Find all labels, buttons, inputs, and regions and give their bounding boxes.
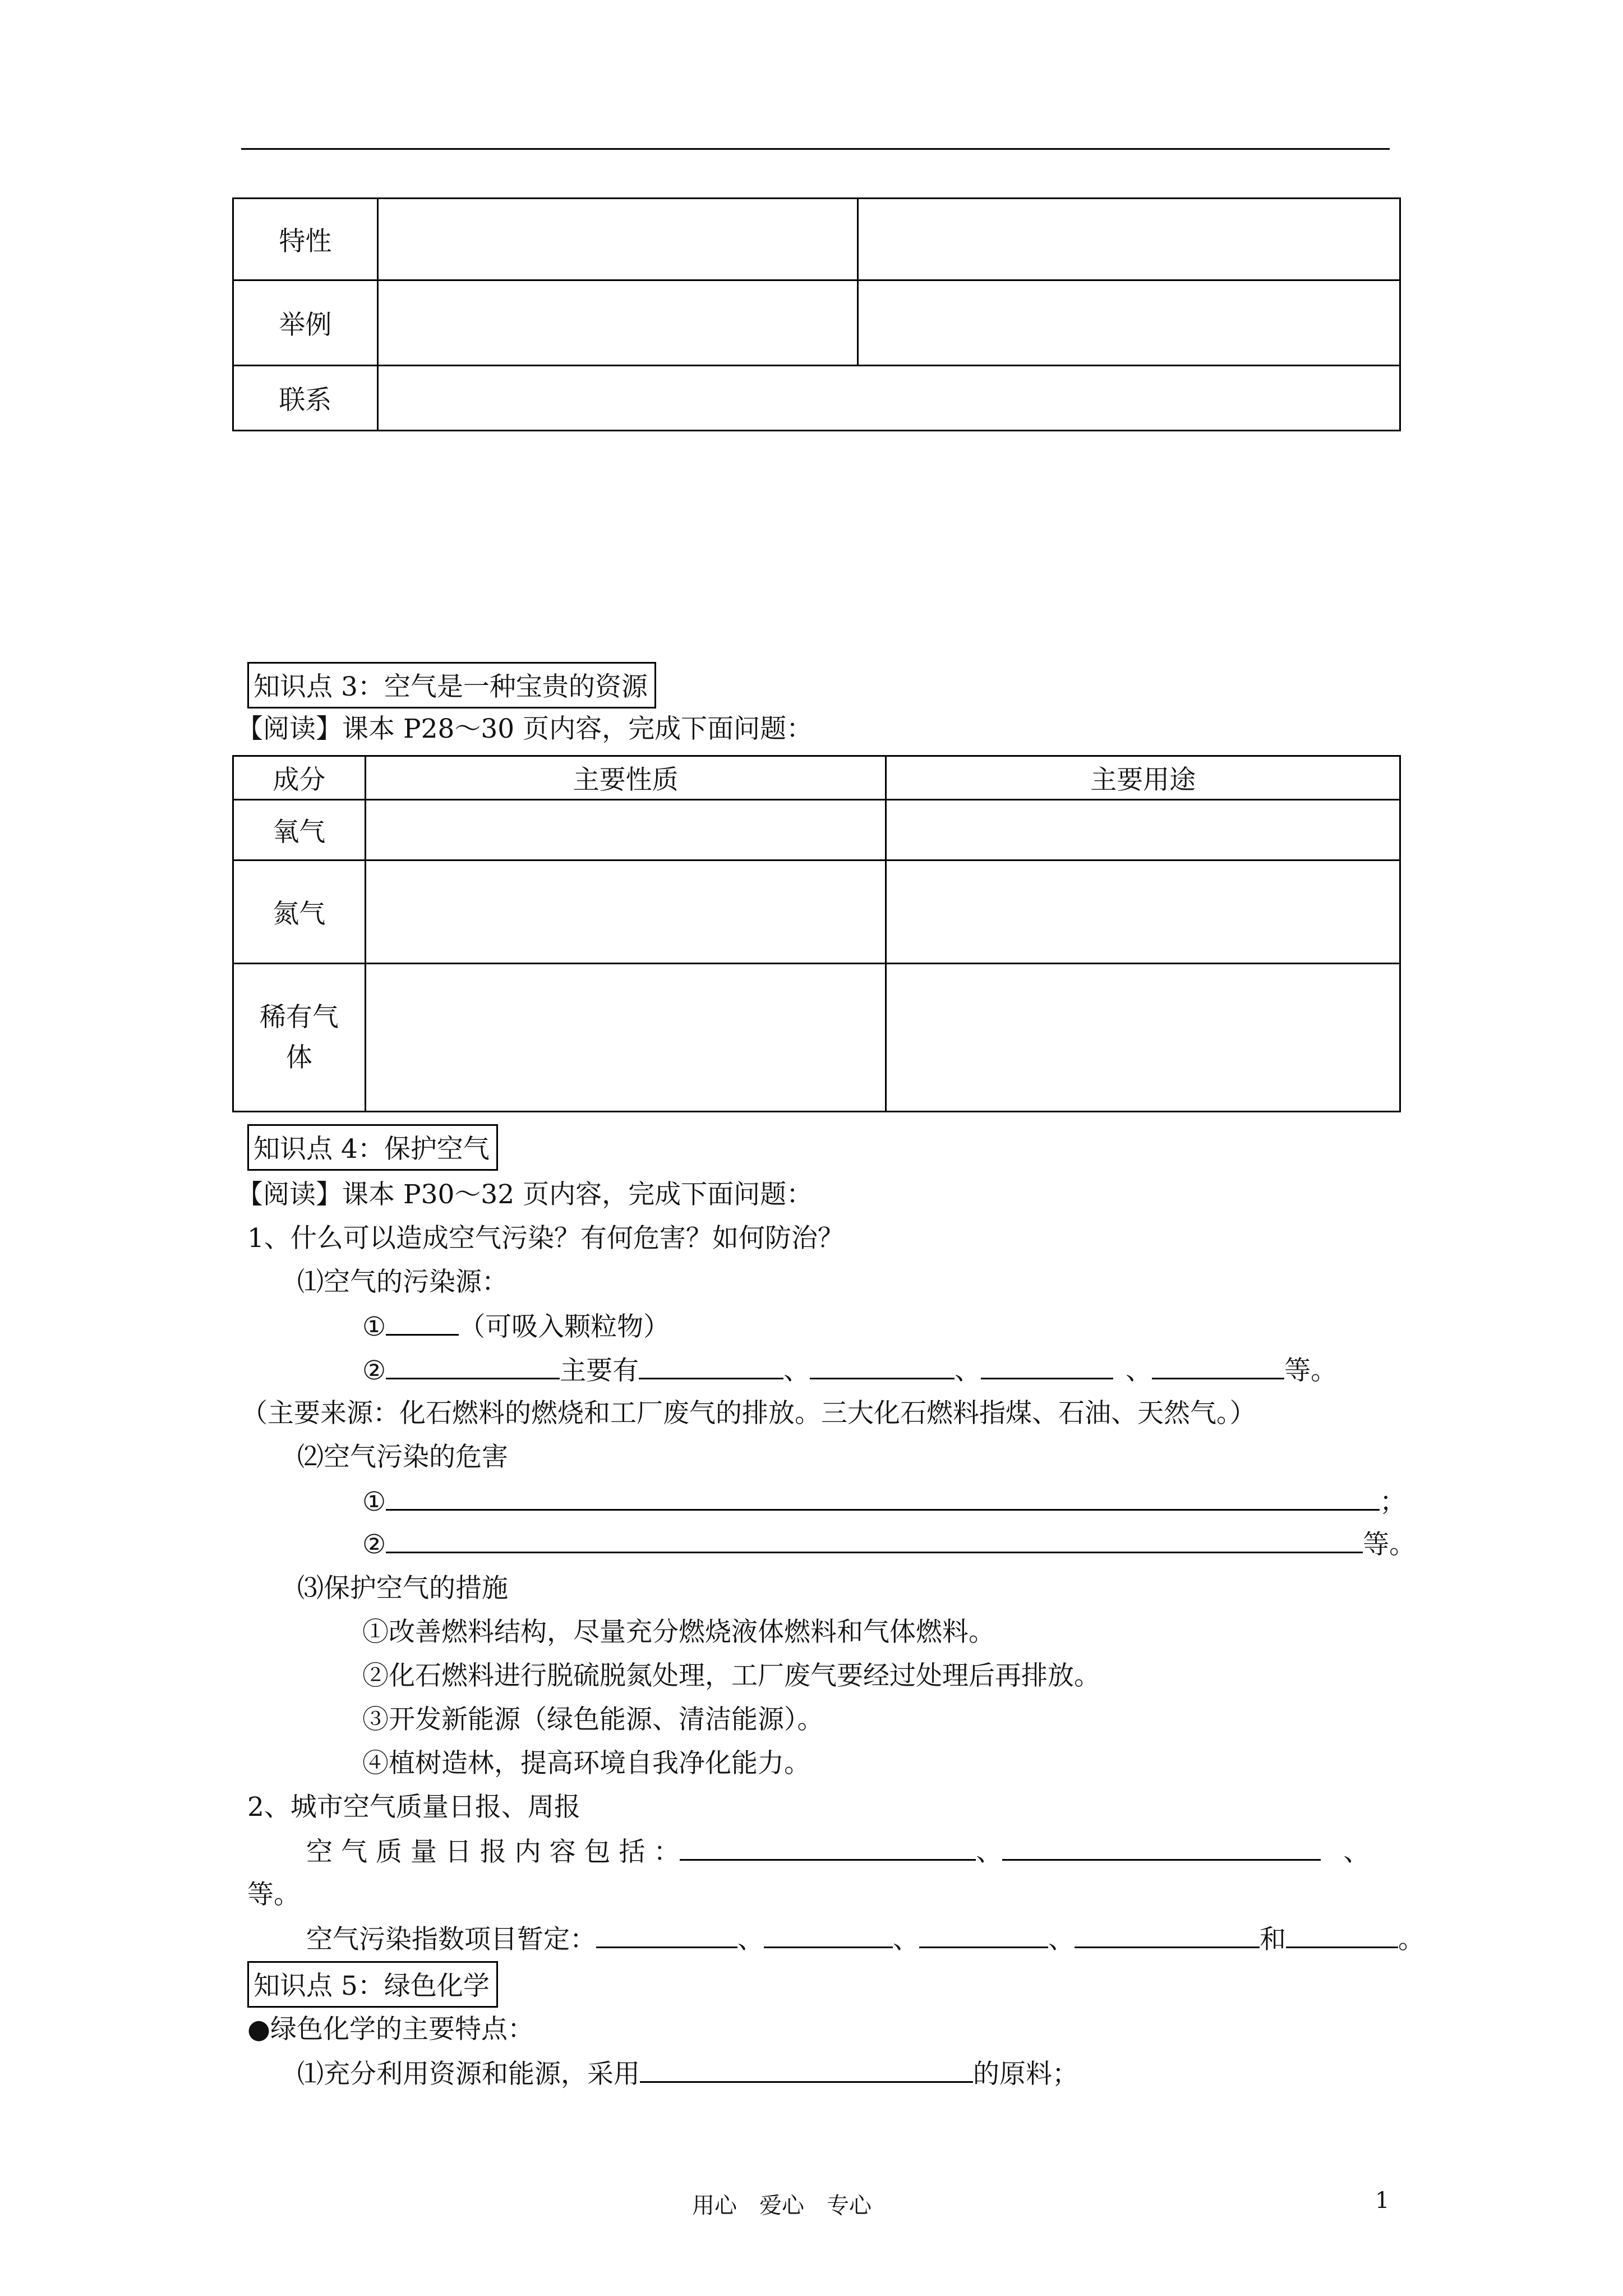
table-header-row	[233, 756, 1400, 800]
column-header: 主要用途	[886, 756, 1400, 800]
blank-field[interactable]	[386, 1483, 1380, 1511]
table-cell[interactable]	[365, 861, 886, 964]
air-components-table	[232, 755, 1401, 1112]
blank-field[interactable]	[1002, 1833, 1321, 1861]
pollution-sources-heading: ⑴空气的污染源：	[297, 1267, 508, 1297]
row-label: 特性	[233, 199, 378, 280]
source-2-line	[362, 1352, 1337, 1389]
table-cell[interactable]	[858, 199, 1400, 280]
table-cell[interactable]	[377, 199, 858, 280]
table-row	[233, 861, 1400, 964]
semicolon: ；	[1380, 1487, 1407, 1517]
table-row	[233, 199, 1400, 280]
source-1-text: （可吸入颗粒物）	[459, 1312, 670, 1342]
blank-field[interactable]	[596, 1921, 737, 1948]
harm-1-line	[362, 1483, 1406, 1520]
blank-field[interactable]	[810, 1352, 955, 1379]
list-marker: ①	[362, 1487, 386, 1517]
table-cell[interactable]	[886, 800, 1400, 861]
separator: 、	[1343, 1837, 1370, 1867]
table-row	[233, 800, 1400, 861]
separator: 、	[1048, 1924, 1075, 1955]
blank-field[interactable]	[1075, 1921, 1260, 1948]
table-cell[interactable]	[858, 280, 1400, 366]
list-marker: ①	[362, 1312, 386, 1342]
table-row	[233, 366, 1400, 431]
table-cell[interactable]	[365, 800, 886, 861]
table-cell[interactable]	[377, 280, 858, 366]
period: 。	[1398, 1924, 1424, 1955]
pollution-index-label: 空气污染指数项目暂定：	[306, 1924, 596, 1955]
blank-field[interactable]	[1152, 1352, 1284, 1379]
protection-heading: ⑶保护空气的措施	[297, 1573, 508, 1604]
row-label: 举例	[233, 280, 378, 366]
column-header: 成分	[233, 756, 366, 800]
blank-field[interactable]	[386, 1308, 459, 1336]
separator: 、	[783, 1355, 810, 1386]
harm-2-line	[362, 1526, 1415, 1563]
blank-field[interactable]	[764, 1921, 893, 1948]
pollution-harm-heading: ⑵空气污染的危害	[297, 1442, 508, 1473]
separator: 、	[976, 1837, 1003, 1867]
point-1-suffix: 的原料；	[973, 2059, 1078, 2090]
blank-field[interactable]	[639, 1352, 783, 1379]
blank-field[interactable]	[640, 2055, 973, 2083]
table-cell[interactable]	[886, 964, 1400, 1112]
list-marker: ②	[362, 1355, 386, 1386]
section3-read: 【阅读】课本 P28～30 页内容，完成下面问题：	[237, 714, 813, 744]
measure-2: ②化石燃料进行脱硫脱氮处理，工厂废气要经过处理后再排放。	[362, 1660, 1100, 1691]
section3-title: 知识点 3：空气是一种宝贵的资源	[247, 662, 656, 708]
row-label: 联系	[233, 366, 378, 431]
green-chem-point-1	[297, 2055, 1078, 2092]
separator: 、	[955, 1355, 981, 1386]
separator: 、	[893, 1924, 919, 1955]
table-cell[interactable]	[365, 964, 886, 1112]
row-label: 稀有气体	[233, 964, 366, 1112]
daily-report-end: 等。	[247, 1879, 300, 1910]
deng-text: 等。	[1284, 1355, 1338, 1386]
table-row	[233, 280, 1400, 366]
section4-title: 知识点 4：保护空气	[247, 1124, 498, 1171]
separator: 、	[1126, 1355, 1152, 1386]
blank-field[interactable]	[981, 1352, 1113, 1379]
green-chem-bullet: ●绿色化学的主要特点：	[247, 2014, 534, 2045]
separator: 、	[737, 1924, 764, 1955]
section4-read: 【阅读】课本 P30～32 页内容，完成下面问题：	[237, 1179, 813, 1210]
measure-4: ④植树造林，提高环境自我净化能力。	[362, 1748, 810, 1779]
pollution-index-line	[306, 1921, 1424, 1958]
blank-field[interactable]	[919, 1921, 1048, 1948]
table-row	[233, 964, 1400, 1112]
daily-report-line	[306, 1833, 1370, 1870]
blank-field[interactable]	[680, 1833, 976, 1861]
list-marker: ②	[362, 1529, 386, 1560]
blank-field[interactable]	[1286, 1921, 1398, 1948]
blank-field[interactable]	[386, 1526, 1363, 1553]
header-rule	[241, 148, 1390, 150]
source-2-text: 主要有	[560, 1355, 639, 1386]
footer-motto: 用心 爱心 专心	[692, 2193, 872, 2219]
source-1-line	[362, 1308, 670, 1345]
question-2: 2、城市空气质量日报、周报	[247, 1792, 580, 1823]
sources-note: （主要来源：化石燃料的燃烧和工厂废气的排放。三大化石燃料指煤、石油、天然气。）	[241, 1398, 1256, 1429]
measure-3: ③开发新能源（绿色能源、清洁能源）。	[362, 1704, 824, 1735]
blank-field[interactable]	[386, 1352, 560, 1379]
column-header: 主要性质	[365, 756, 886, 800]
question-1: 1、什么可以造成空气污染？有何危害？如何防治？	[247, 1223, 844, 1254]
he-text: 和	[1260, 1924, 1286, 1955]
row-label: 氧气	[233, 800, 366, 861]
deng-text: 等。	[1363, 1529, 1416, 1560]
measure-1: ①改善燃料结构，尽量充分燃烧液体燃料和气体燃料。	[362, 1617, 995, 1648]
table-cell[interactable]	[377, 366, 1400, 431]
point-1-text: ⑴充分利用资源和能源，采用	[297, 2059, 640, 2090]
row-label: 氮气	[233, 861, 366, 964]
comparison-table	[232, 197, 1401, 431]
section5-title: 知识点 5：绿色化学	[247, 1961, 498, 2008]
table-cell[interactable]	[886, 861, 1400, 964]
page-number: 1	[1375, 2188, 1390, 2214]
daily-report-label: 空 气 质 量 日 报 内 容 包 括 ：	[306, 1837, 680, 1867]
